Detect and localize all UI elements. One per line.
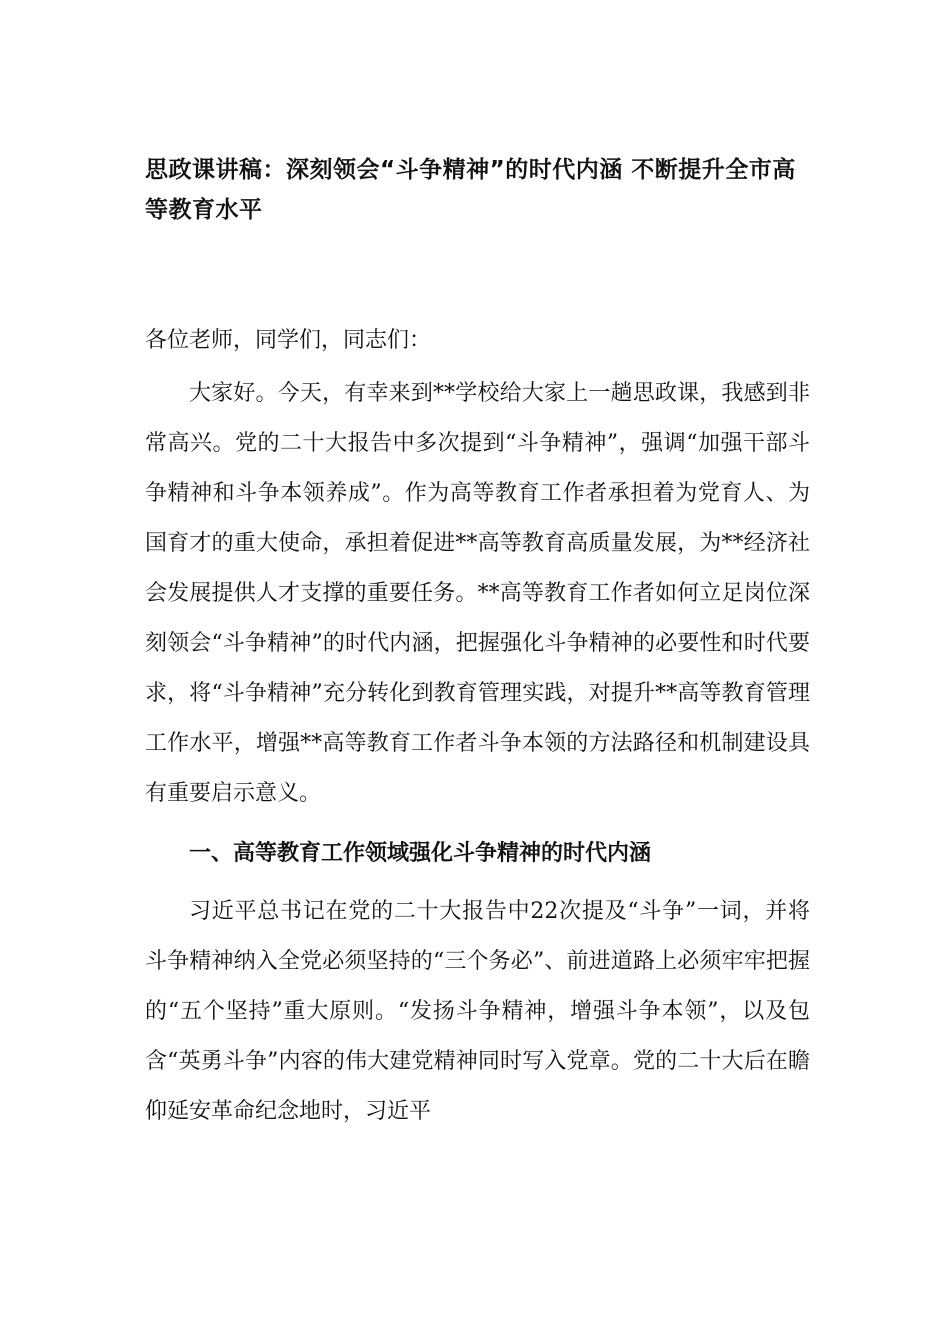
section-heading-1: 一、高等教育工作领域强化斗争精神的时代内涵 <box>189 841 652 866</box>
document-content <box>145 150 810 1147</box>
document-title: 思政课讲稿：深刻领会“斗争精神”的时代内涵 不断提升全市高等教育水平 <box>145 157 796 223</box>
salutation: 各位老师，同学们，同志们： <box>145 328 432 353</box>
body-paragraph-section-1: 习近平总书记在党的二十大报告中22次提及“斗争”一词，并将斗争精神纳入全党必须坚持的“三个务必”、前进道路上必须牢牢把握的“五个坚持”重大原则。“发扬斗争精神，增强斗争本领”，以及包含“英勇斗争”内容的伟大建党精神同时写入党章。党的二十大后在瞻仰延安革命纪念地时，习近平 <box>145 899 810 1124</box>
body-paragraph-intro: 大家好。今天，有幸来到**学校给大家上一趟思政课，我感到非常高兴。党的二十大报告中多次提到“斗争精神”，强调“加强干部斗争精神和斗争本领养成”。作为高等教育工作者承担着为党育人、为国育才的重大使命，承担着促进**高等教育高质量发展，为**经济社会发展提供人才支撑的重要任务。**高等教育工作者如何立足岗位深刻领会“斗争精神”的时代内涵，把握强化斗争精神的必要性和时代要求，将“斗争精神”充分转化到教育管理实践，对提升**高等教育管理工作水平，增强**高等教育工作者斗争本领的方法路径和机制建设具有重要启示意义。 <box>145 381 810 806</box>
